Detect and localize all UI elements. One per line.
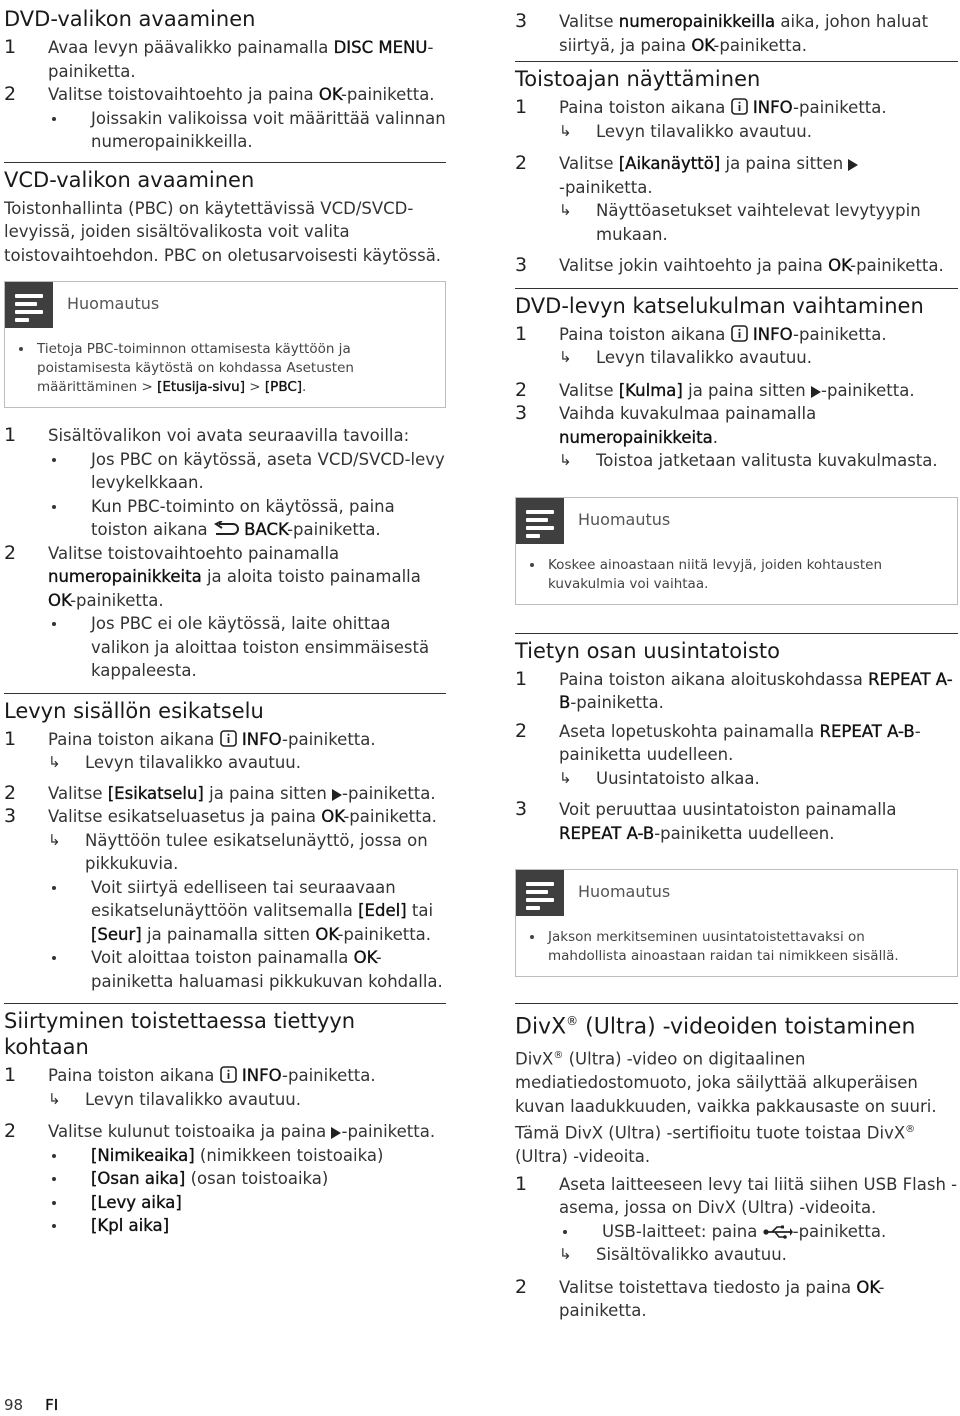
bullet-text: (osan toistoaika) (185, 1169, 329, 1188)
note-text: > (245, 379, 265, 395)
bullet-text: Jos PBC on käytössä, aseta VCD/SVCD-levy levykelkkaan. (91, 449, 445, 492)
result-arrow-icon: ↳ (559, 1245, 572, 1264)
para-text: (Ultra) -videoita. (515, 1147, 651, 1167)
step-text: . (712, 427, 718, 447)
bullet-dot (52, 1214, 56, 1228)
button-name: INFO (752, 98, 794, 117)
note-box-angle (515, 497, 958, 605)
button-name: OK (828, 256, 851, 275)
step-repeat-end (515, 720, 958, 767)
button-name: DISC MENU (333, 38, 428, 57)
step-text: -painiketta uudelleen. (559, 721, 921, 764)
section-title-angle: DVD-levyn katselukulman vaihtaminen (515, 288, 958, 323)
step-repeat-start (515, 668, 958, 715)
back-icon (213, 521, 239, 537)
button-name: numeropainikkeita (48, 567, 202, 586)
button-name: OK (321, 807, 344, 826)
page-number: 98 (4, 1396, 24, 1414)
button-name: INFO (241, 1066, 283, 1085)
result-text: Levyn tilavalikko avautuu. (85, 1089, 302, 1109)
bullet-dot (52, 612, 56, 626)
step-number: 1 (4, 1064, 17, 1086)
step-open-content-menu (4, 424, 446, 448)
bullet-insert-disc (4, 448, 446, 495)
bullet-chapter-time (4, 1167, 446, 1191)
bullet-disc-time (4, 1191, 446, 1215)
bullet-text: Voit siirtyä edelliseen tai seuraavaan esikatselunäyttöön valitsemalla (91, 877, 396, 920)
left-column (4, 0, 446, 1238)
step-press-info (4, 728, 446, 752)
step-text: Valitse (559, 154, 619, 173)
para-text: (Ultra) -video on digitaalinen mediatiedostomuoto, joka säilyttää alkuperäisen kuvan laadukkuuden, vaikka pakkausaste on suuri. Tämä DivX (Ultra) -sertifioitu tuote toistaa DivX (515, 1049, 937, 1143)
bullet-dot (530, 563, 534, 567)
button-name: OK (691, 35, 714, 55)
step-text: Sisältövalikon voi avata seuraavilla tavoilla: (48, 426, 410, 445)
bullet-text: -painiketta haluamasi pikkukuvan kohdalla. (91, 948, 443, 991)
bullet-text: -painiketta. (337, 924, 432, 944)
note-icon (516, 498, 564, 544)
result-text: Näyttöön tulee esikatselunäyttö, jossa on pikkukuvia. (85, 830, 428, 873)
step-number: 2 (515, 152, 528, 174)
step-number: 1 (515, 667, 528, 690)
play-icon (848, 159, 858, 171)
step-text: -painiketta. (70, 590, 164, 610)
menu-name: [Etusija-sivu] (157, 379, 245, 395)
step-text: Valitse (48, 783, 108, 803)
step-text: Valitse (559, 12, 619, 31)
section-title-vcd-menu: VCD-valikon avaaminen (4, 162, 446, 197)
note-title: Huomautus (67, 294, 160, 313)
note-box-repeat (515, 869, 958, 977)
menu-name: [Kpl aika] (91, 1216, 170, 1235)
bullet-press-back (4, 495, 446, 542)
step-number: 2 (4, 1120, 17, 1142)
step-select-option (4, 83, 446, 107)
step-text: -painiketta. (340, 85, 435, 104)
result-arrow-icon: ↳ (559, 451, 572, 469)
step-text: ja aloita toisto painamalla (201, 567, 421, 586)
bullet-text: Jos PBC ei ole käytössä, laite ohittaa valikon ja aloittaa toiston ensimmäisestä kappaleesta. (91, 614, 430, 680)
menu-name: [Nimikeaika] (91, 1145, 195, 1165)
result-text: Uusintatoisto alkaa. (596, 768, 760, 788)
bullet-text: Voit aloittaa toiston painamalla (91, 948, 354, 967)
step-select-angle (515, 379, 958, 403)
button-name: INFO (752, 324, 794, 344)
step-text: -painiketta. (559, 177, 653, 197)
result-angle-continue (515, 449, 958, 473)
info-icon (731, 98, 748, 115)
section-title-divx (515, 1003, 958, 1044)
step-text: Aseta lopetuskohta painamalla (559, 721, 820, 741)
bullet-dot (52, 495, 56, 509)
usb-icon (763, 1225, 793, 1239)
step-text: Paina toiston aikana (559, 98, 731, 117)
step-text: Valitse toistettava tiedosto ja paina (559, 1277, 857, 1297)
note-text: Jakson merkitseminen uusintatoistettavaksi on mahdollista ainoastaan raidan tai nimikkeen sisällä. (548, 929, 899, 964)
section-title-goto: Siirtyminen toistettaessa tiettyyn kohtaan (4, 1003, 446, 1064)
step-number: 2 (4, 541, 17, 564)
title-text: DivX (515, 1014, 567, 1040)
registered-mark: ® (566, 1014, 579, 1028)
note-text: Tietoja PBC-toiminnon ottamisesta käyttöön ja poistamisesta käytöstä on kohdassa Asetusten määrittäminen > (37, 341, 354, 395)
right-column (515, 0, 958, 1323)
step-select-elapsed-time (4, 1120, 446, 1144)
step-text: -painiketta. (48, 38, 434, 81)
step-text: -painiketta. (793, 324, 887, 344)
bullet-dot (19, 347, 23, 351)
step-text: -painiketta. (713, 35, 807, 55)
step-repeat-cancel (515, 798, 958, 845)
button-name: REPEAT A-B (559, 823, 655, 843)
step-select-play-option (4, 542, 446, 613)
step-text: Avaa levyn päävalikko painamalla (48, 38, 334, 57)
bullet-text: ja painamalla sitten (141, 924, 316, 944)
result-arrow-icon: ↳ (48, 753, 61, 771)
step-number: 3 (515, 798, 528, 820)
vcd-paragraph: Toistonhallinta (PBC) on käytettävissä VCD/SVCD-levyissä, joiden sisältövalikosta voit valita toistovaihtoehdon. PBC on oletusarvoisesti käytössä. (4, 198, 442, 265)
bullet-prev-next (4, 876, 446, 947)
bullet-text: (nimikkeen toistoaika) (194, 1145, 384, 1165)
bullet-dot (52, 107, 56, 121)
note-text: . (302, 379, 307, 395)
menu-name: [Levy aika] (91, 1192, 182, 1212)
button-name: INFO (241, 729, 283, 749)
step-text: -painiketta. (342, 783, 436, 803)
play-icon (811, 386, 821, 398)
step-text: aika, johon haluat siirtyä, ja paina (559, 12, 929, 55)
menu-name: [Kulma] (618, 380, 683, 400)
step-change-angle (515, 402, 958, 449)
result-arrow-icon: ↳ (559, 201, 572, 219)
step-text: ja paina sitten (203, 783, 333, 803)
step-text: Valitse esikatseluasetus ja paina (48, 807, 322, 826)
bullet-start-thumbnail (4, 946, 446, 993)
button-name: numeropainikkeilla (618, 12, 776, 31)
result-text: Levyn tilavalikko avautuu. (596, 121, 813, 141)
info-icon (220, 730, 237, 747)
step-number: 1 (515, 96, 528, 118)
bullet-usb (515, 1220, 958, 1244)
step-number: 1 (4, 727, 17, 750)
info-icon (220, 1066, 237, 1083)
divx-paragraph (515, 1044, 958, 1169)
step-choose-option (515, 254, 958, 278)
step-text: -painiketta. (282, 729, 376, 749)
play-icon (332, 789, 342, 801)
step-text: -painiketta. (570, 693, 664, 712)
step-select-time-display (515, 152, 958, 199)
step-text: Valitse jokin vaihtoehto ja paina (559, 256, 829, 275)
bullet-number-keys (4, 107, 446, 154)
step-press-info-angle (515, 323, 958, 347)
step-text: -painiketta. (793, 98, 887, 117)
note-header (5, 282, 445, 328)
bullet-dot (52, 1167, 56, 1181)
bullet-dot (530, 935, 534, 939)
registered-mark: ® (553, 1050, 564, 1062)
note-icon (516, 870, 564, 916)
result-arrow-icon: ↳ (48, 830, 61, 849)
step-number: 1 (4, 36, 17, 58)
bullet-dot (52, 1191, 56, 1205)
bullet-text: tai (406, 901, 434, 920)
step-insert-media (515, 1173, 958, 1220)
section-title-time-display: Toistoajan näyttäminen (515, 61, 958, 96)
step-open-disc-menu (4, 36, 446, 83)
button-name: OK (318, 85, 341, 104)
step-number: 3 (515, 254, 528, 276)
button-name: BACK (244, 520, 288, 539)
button-name: OK (315, 924, 338, 944)
button-name: REPEAT A-B (559, 669, 953, 712)
step-text: Valitse toistovaihtoehto ja paina (48, 85, 319, 104)
step-number: 1 (4, 424, 17, 446)
bullet-text: Joissakin valikoissa voit määrittää valinnan numeropainikkeilla. (91, 108, 446, 151)
bullet-text: -painiketta. (792, 1221, 887, 1241)
result-text: Näyttöasetukset vaihtelevat levytyypin mukaan. (596, 201, 921, 244)
step-select-preview-setting (4, 805, 446, 829)
note-header (516, 870, 957, 916)
note-icon (5, 282, 53, 328)
info-icon (731, 325, 748, 342)
step-number: 2 (515, 1275, 528, 1298)
button-name: OK (353, 948, 376, 967)
step-press-info-goto (4, 1064, 446, 1088)
menu-name: [Seur] (91, 924, 142, 944)
step-number: 2 (4, 781, 17, 804)
result-display-settings (515, 199, 958, 246)
button-name: REPEAT A-B (819, 721, 915, 741)
step-text: Valitse (559, 380, 619, 400)
result-status-menu (515, 120, 958, 144)
menu-name: [PBC] (264, 379, 303, 395)
step-text: -painiketta. (821, 380, 915, 400)
step-number: 3 (4, 805, 17, 827)
result-repeat-starts (515, 767, 958, 791)
bullet-text: Kun PBC-toiminto on käytössä, paina toiston aikana (91, 496, 395, 539)
bullet-pbc-off (4, 612, 446, 683)
button-name: numeropainikkeita (559, 427, 713, 447)
step-text: Paina toiston aikana (48, 1066, 220, 1085)
step-number: 1 (515, 322, 528, 345)
result-arrow-icon: ↳ (559, 121, 572, 140)
result-status-menu (515, 346, 958, 370)
step-number: 3 (515, 10, 528, 32)
step-text: -painiketta. (282, 1066, 376, 1085)
button-name: OK (48, 590, 71, 610)
button-name: OK (856, 1277, 879, 1297)
result-text: Levyn tilavalikko avautuu. (596, 348, 813, 367)
step-enter-time (515, 10, 958, 57)
menu-name: [Edel] (358, 901, 407, 920)
step-text: Paina toiston aikana aloituskohdassa (559, 669, 869, 689)
bullet-dot (563, 1220, 567, 1234)
step-text: ja paina sitten (682, 380, 812, 400)
step-text: -painiketta uudelleen. (654, 823, 835, 843)
step-text: Voit peruuttaa uusintatoiston painamalla (559, 800, 897, 819)
result-text: Levyn tilavalikko avautuu. (85, 753, 302, 772)
para-text: DivX (515, 1049, 554, 1069)
note-body (516, 544, 957, 604)
bullet-dot (52, 876, 56, 890)
bullet-text: USB-laitteet: paina (602, 1221, 763, 1241)
step-number: 1 (515, 1172, 528, 1195)
step-text: Paina toiston aikana (48, 729, 220, 749)
note-title: Huomautus (578, 509, 671, 529)
note-header (516, 498, 957, 544)
section-title-preview: Levyn sisällön esikatselu (4, 693, 446, 728)
result-arrow-icon: ↳ (559, 348, 572, 366)
step-text: Paina toiston aikana (559, 324, 731, 344)
result-status-menu (4, 751, 446, 775)
step-text: -painiketta. (341, 1122, 436, 1141)
note-title: Huomautus (578, 882, 671, 901)
bullet-text: -painiketta. (287, 520, 381, 539)
step-text: -painiketta. (850, 256, 944, 275)
play-icon (331, 1127, 341, 1139)
bullet-dot (52, 946, 56, 960)
note-text: Koskee ainoastaan niitä levyjä, joiden kohtausten kuvakulmia voi vaihtaa. (548, 556, 883, 592)
result-arrow-icon: ↳ (48, 1089, 61, 1108)
menu-name: [Osan aika] (91, 1169, 186, 1188)
title-text: (Ultra) -videoiden toistaminen (578, 1014, 916, 1040)
result-content-menu (515, 1243, 958, 1267)
step-press-info (515, 96, 958, 120)
menu-name: [Aikanäyttö] (618, 154, 721, 173)
bullet-dot (52, 448, 56, 462)
step-text: -painiketta. (343, 807, 437, 826)
menu-name: [Esikatselu] (107, 783, 204, 803)
result-arrow-icon: ↳ (559, 768, 572, 787)
section-title-dvd-menu: DVD-valikon avaaminen (4, 7, 256, 31)
step-text: -painiketta. (559, 1277, 885, 1321)
bullet-title-time (4, 1144, 446, 1168)
step-text: ja paina sitten (720, 154, 849, 173)
step-text: Valitse toistovaihtoehto painamalla (48, 543, 340, 563)
step-select-file (515, 1276, 958, 1323)
result-status-menu (4, 1088, 446, 1112)
result-text: Sisältövalikko avautuu. (596, 1245, 787, 1265)
step-number: 2 (4, 83, 17, 105)
page-footer (4, 1396, 58, 1414)
note-body (516, 916, 957, 976)
bullet-track-time (4, 1214, 446, 1238)
bullet-dot (52, 1144, 56, 1158)
step-text: Vaihda kuvakulmaa painamalla (559, 404, 817, 423)
language-code: FI (45, 1396, 59, 1414)
result-preview-screen (4, 829, 446, 876)
step-text: Valitse kulunut toistoaika ja paina (48, 1122, 332, 1141)
step-select-preview (4, 782, 446, 806)
note-body (5, 328, 445, 407)
section-title-repeat: Tietyn osan uusintatoisto (515, 633, 958, 668)
result-text: Toistoa jatketaan valitusta kuvakulmasta. (596, 451, 938, 470)
step-number: 3 (515, 402, 528, 424)
step-number: 2 (515, 719, 528, 742)
step-number: 2 (515, 378, 528, 401)
registered-mark: ® (905, 1124, 916, 1136)
step-text: Aseta laitteeseen levy tai liitä siihen USB Flash -asema, jossa on DivX (Ultra) -videoita. (559, 1174, 958, 1218)
note-box-pbc (4, 281, 446, 408)
